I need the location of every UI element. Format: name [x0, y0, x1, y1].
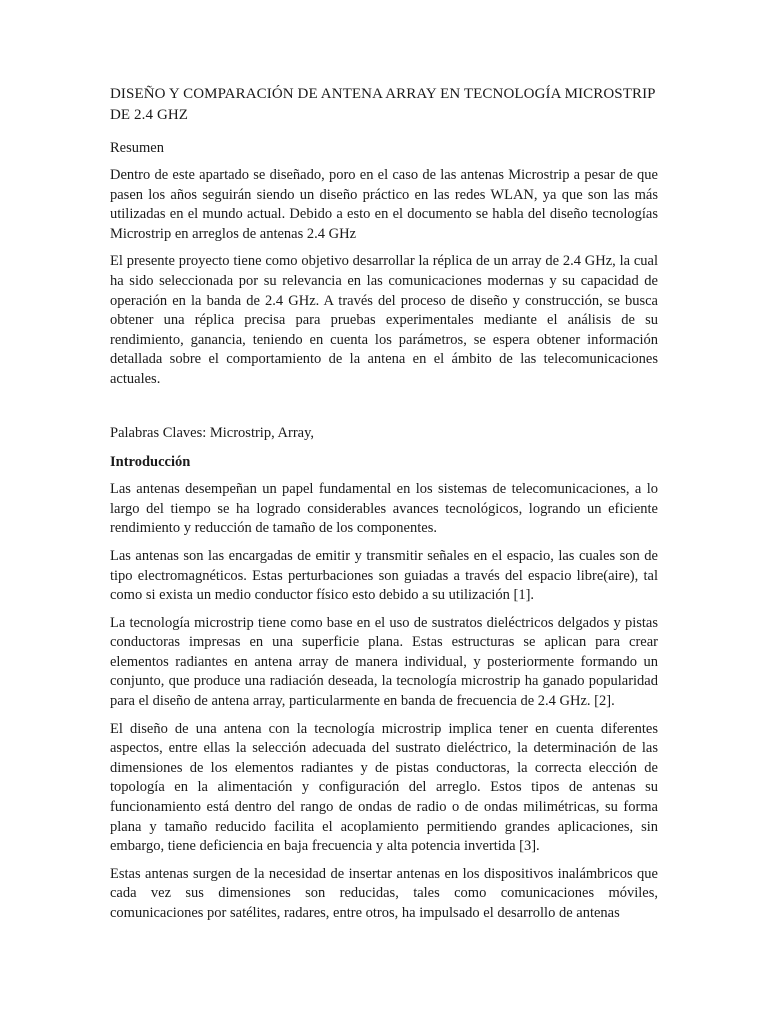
intro-paragraph-4: El diseño de una antena con la tecnología microstrip implica tener en cuenta diferentes aspectos, entre ellas la selección adecuada del sustrato dieléctrico, la determinación de las dimensiones de los elementos radiantes y de pistas conductoras, la correcta elección de topología en la alimentación y configuración del arreglo. Estos tipos de antenas su funcionamiento está dentro del rango de ondas de radio o de ondas milimétricas, su forma plana y tamaño reducido facilita el acoplamiento permitiendo grandes aplicaciones, sin embargo, tiene deficiencia en baja frecuencia y alta potencia invertida [3].	[110, 720, 658, 855]
resumen-paragraph-2: El presente proyecto tiene como objetivo desarrollar la réplica de un array de 2.4 GHz, la cual ha sido seleccionada por su relevancia en las comunicaciones modernas y su capacidad de operación en la banda de 2.4 GHz. A través del proceso de diseño y construcción, se busca obtener una réplica precisa para pruebas experimentales mediante el análisis de su rendimiento, ganancia, teniendo en cuenta los parámetros, se espera obtener información detallada sobre el comportamiento de la antena en el ámbito de las telecomunicaciones actuales.	[110, 253, 658, 387]
resumen-heading: Resumen	[110, 140, 164, 156]
intro-paragraph-2: Las antenas son las encargadas de emitir y transmitir señales en el espacio, las cuales son de tipo electromagnéticos. Estas perturbaciones son guiadas a través del espacio libre(aire), tal como si exista un medio conductor físico esto debido a su utilización [1].	[110, 547, 658, 604]
spacer	[110, 398, 658, 424]
intro-paragraph-5: Estas antenas surgen de la necesidad de insertar antenas en los dispositivos inalámbricos que cada vez sus dimensiones son reducidas, tales como comunicaciones móviles, comunicaciones por satélites, radares, entre otros, ha impulsado el desarrollo de antenas	[110, 865, 658, 921]
document-title: DISEÑO Y COMPARACIÓN DE ANTENA ARRAY EN TECNOLOGÍA MICROSTRIP DE 2.4 GHZ	[110, 86, 656, 123]
intro-paragraph-3: La tecnología microstrip tiene como base en el uso de sustratos dieléctricos delgados y pistas conductoras impresas en una superficie plana. Estas estructuras se aplican para crear elementos radiantes en antena array de manera individual, y posteriormente formando un conjunto, que produce una radiación deseada, la tecnología microstrip ha ganado popularidad para el diseño de antena array, particularmente en banda de frecuencia de 2.4 GHz. [2].	[110, 614, 658, 710]
resumen-paragraph-1: Dentro de este apartado se diseñado, poro en el caso de las antenas Microstrip a pesar de que pasen los años seguirán siendo un diseño práctico en las redes WLAN, ya que son las más utilizadas en el mundo actual. Debido a esto en el documento se habla del diseño tecnologías Microstrip en arreglos de antenas 2.4 GHz	[110, 167, 658, 242]
keywords-line: Palabras Claves: Microstrip, Array,	[110, 424, 315, 441]
intro-paragraph-1: Las antenas desempeñan un papel fundamental en los sistemas de telecomunicaciones, a lo largo del tiempo se ha logrado considerables avances tecnológicos, logrando un eficiente rendimiento y reducción de tamaño de los componentes.	[110, 481, 658, 537]
introduccion-heading: Introducción	[110, 454, 191, 471]
